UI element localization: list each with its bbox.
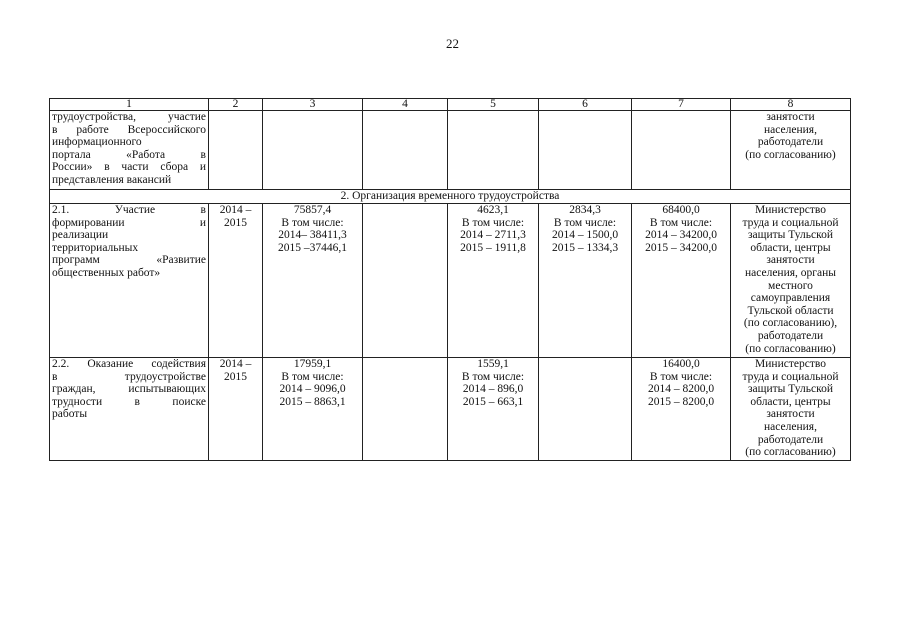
header-cell: 7 [632, 99, 731, 111]
total-funding-cell [263, 204, 363, 358]
funding-col-4-cell [363, 358, 448, 461]
header-cell: 8 [731, 99, 851, 111]
cell-line: (по согласованию), [743, 317, 838, 330]
section-row [50, 190, 851, 204]
cell-line: местного [768, 279, 813, 292]
cell-line: В том числе: [649, 216, 713, 229]
cell-line: граждан, испытывающих [52, 383, 206, 396]
cell-line: В том числе: [281, 370, 344, 383]
cell-line: населения, органы [744, 266, 836, 279]
table-row-2-2 [50, 358, 851, 461]
funding-col-5-cell [448, 358, 539, 461]
header-cell: 5 [448, 99, 539, 111]
funding-col-7-cell [632, 204, 731, 358]
cell-line: 2015 – 8200,0 [647, 395, 715, 408]
funding-col-6-cell [539, 358, 632, 461]
cell-line: 17959,1 [293, 358, 332, 370]
section-title: 2. Организация временного трудоустройства [50, 190, 851, 204]
cell-line: работодатели [757, 433, 824, 446]
cell-line: труда и социальной [742, 216, 839, 229]
cell-line: 2014 – [219, 204, 252, 216]
cell-line: В том числе: [461, 216, 525, 229]
cell-line: населения, [764, 420, 817, 433]
cell-line: 2834,3 [569, 204, 601, 216]
cell-line: 2014 – [219, 358, 252, 370]
cell-line: Министерство [755, 358, 826, 370]
cell-line: 2015 – 1911,8 [460, 241, 526, 254]
cell-line: Тульской области [747, 304, 834, 317]
activity-cell [50, 358, 209, 461]
cell-line: 68400,0 [662, 204, 700, 216]
cell-line: формировании и [52, 216, 206, 229]
cell-line: программ «Развитие [52, 254, 206, 267]
cell-line: работодатели [757, 329, 824, 342]
cell-line: (по согласованию) [745, 148, 836, 161]
funding-col-5-cell [448, 204, 539, 358]
cell-line: 2.1. Участие в [52, 204, 206, 216]
cell-line: занятости [766, 254, 815, 267]
table-row-2-1 [50, 204, 851, 358]
cell-line: информационного [52, 136, 142, 149]
executor-cell [731, 111, 851, 190]
cell-line: В том числе: [649, 370, 713, 383]
cell-line: 2015 – 1334,3 [551, 241, 619, 254]
cell-line: 2.2. Оказание содействия [52, 358, 206, 370]
funding-col-4-cell [363, 204, 448, 358]
header-cell: 4 [363, 99, 448, 111]
cell-line: в работе Всероссийского [52, 123, 206, 136]
activity-cell [50, 204, 209, 358]
cell-line: В том числе: [553, 216, 617, 229]
period-cell [209, 204, 263, 358]
cell-line: защиты Тульской [748, 383, 833, 396]
cell-line: в трудоустройстве [52, 370, 206, 383]
total-funding-cell [263, 358, 363, 461]
cell-line: трудоустройства, участие [52, 111, 206, 123]
cell-line: занятости [766, 111, 815, 123]
header-cell: 6 [539, 99, 632, 111]
cell-line: Министерство [755, 204, 826, 216]
cell-line: (по согласованию) [745, 342, 836, 355]
cell-line: 2015 – 8863,1 [279, 395, 346, 408]
table-row-continuation [50, 111, 851, 190]
cell-line: трудности в поиске [52, 395, 206, 408]
executor-cell [731, 204, 851, 358]
cell-line: 1559,1 [477, 358, 509, 370]
cell-line: России» в части сбора и [52, 161, 206, 174]
page-number: 22 [446, 36, 459, 51]
cell-line: области, центры [750, 241, 831, 254]
cell-line: 2014 – 34200,0 [645, 229, 717, 242]
funding-col-7-cell [632, 358, 731, 461]
cell-line: (по согласованию) [745, 446, 836, 459]
cell-line: 2015 – 34200,0 [645, 241, 717, 254]
cell-line: 2014 – 896,0 [462, 383, 524, 396]
header-row [50, 99, 851, 111]
cell-line: 2015 – 663,1 [462, 395, 524, 408]
cell-line: 2015 [224, 370, 247, 383]
cell-line: области, центры [750, 395, 831, 408]
cell-line: труда и социальной [742, 370, 839, 383]
cell-line: В том числе: [461, 370, 525, 383]
cell-line: представления вакансий [52, 173, 172, 186]
cell-line: 2015 [224, 216, 247, 229]
cell-line: 2015 –37446,1 [278, 241, 347, 254]
funding-col-6-cell [539, 204, 632, 358]
header-cell: 1 [50, 99, 209, 111]
cell-line: портала «Работа в [52, 148, 206, 161]
cell-line: 2014– 38411,3 [278, 229, 347, 242]
cell-line: 4623,1 [477, 204, 509, 216]
executor-cell [731, 358, 851, 461]
program-table [49, 98, 851, 461]
cell-line: 16400,0 [662, 358, 700, 370]
cell-line: 2014 – 9096,0 [279, 383, 346, 396]
cell-line: 75857,4 [293, 204, 332, 216]
header-cell: 2 [209, 99, 263, 111]
cell-line: 2014 – 1500,0 [551, 229, 619, 242]
cell-line: реализации [52, 229, 109, 242]
header-cell: 3 [263, 99, 363, 111]
cell-line: самоуправления [750, 292, 831, 305]
cell-line: работы [52, 408, 88, 421]
cell-line: населения, [764, 123, 817, 136]
activity-cell [50, 111, 209, 190]
cell-line: защиты Тульской [748, 229, 833, 242]
cell-line: занятости [766, 408, 815, 421]
cell-line: работодатели [757, 136, 824, 149]
period-cell [209, 358, 263, 461]
cell-line: общественных работ» [52, 266, 161, 279]
cell-line: В том числе: [281, 216, 344, 229]
cell-line: территориальных [52, 241, 139, 254]
cell-line: 2014 – 2711,3 [460, 229, 526, 242]
cell-line: 2014 – 8200,0 [647, 383, 715, 396]
